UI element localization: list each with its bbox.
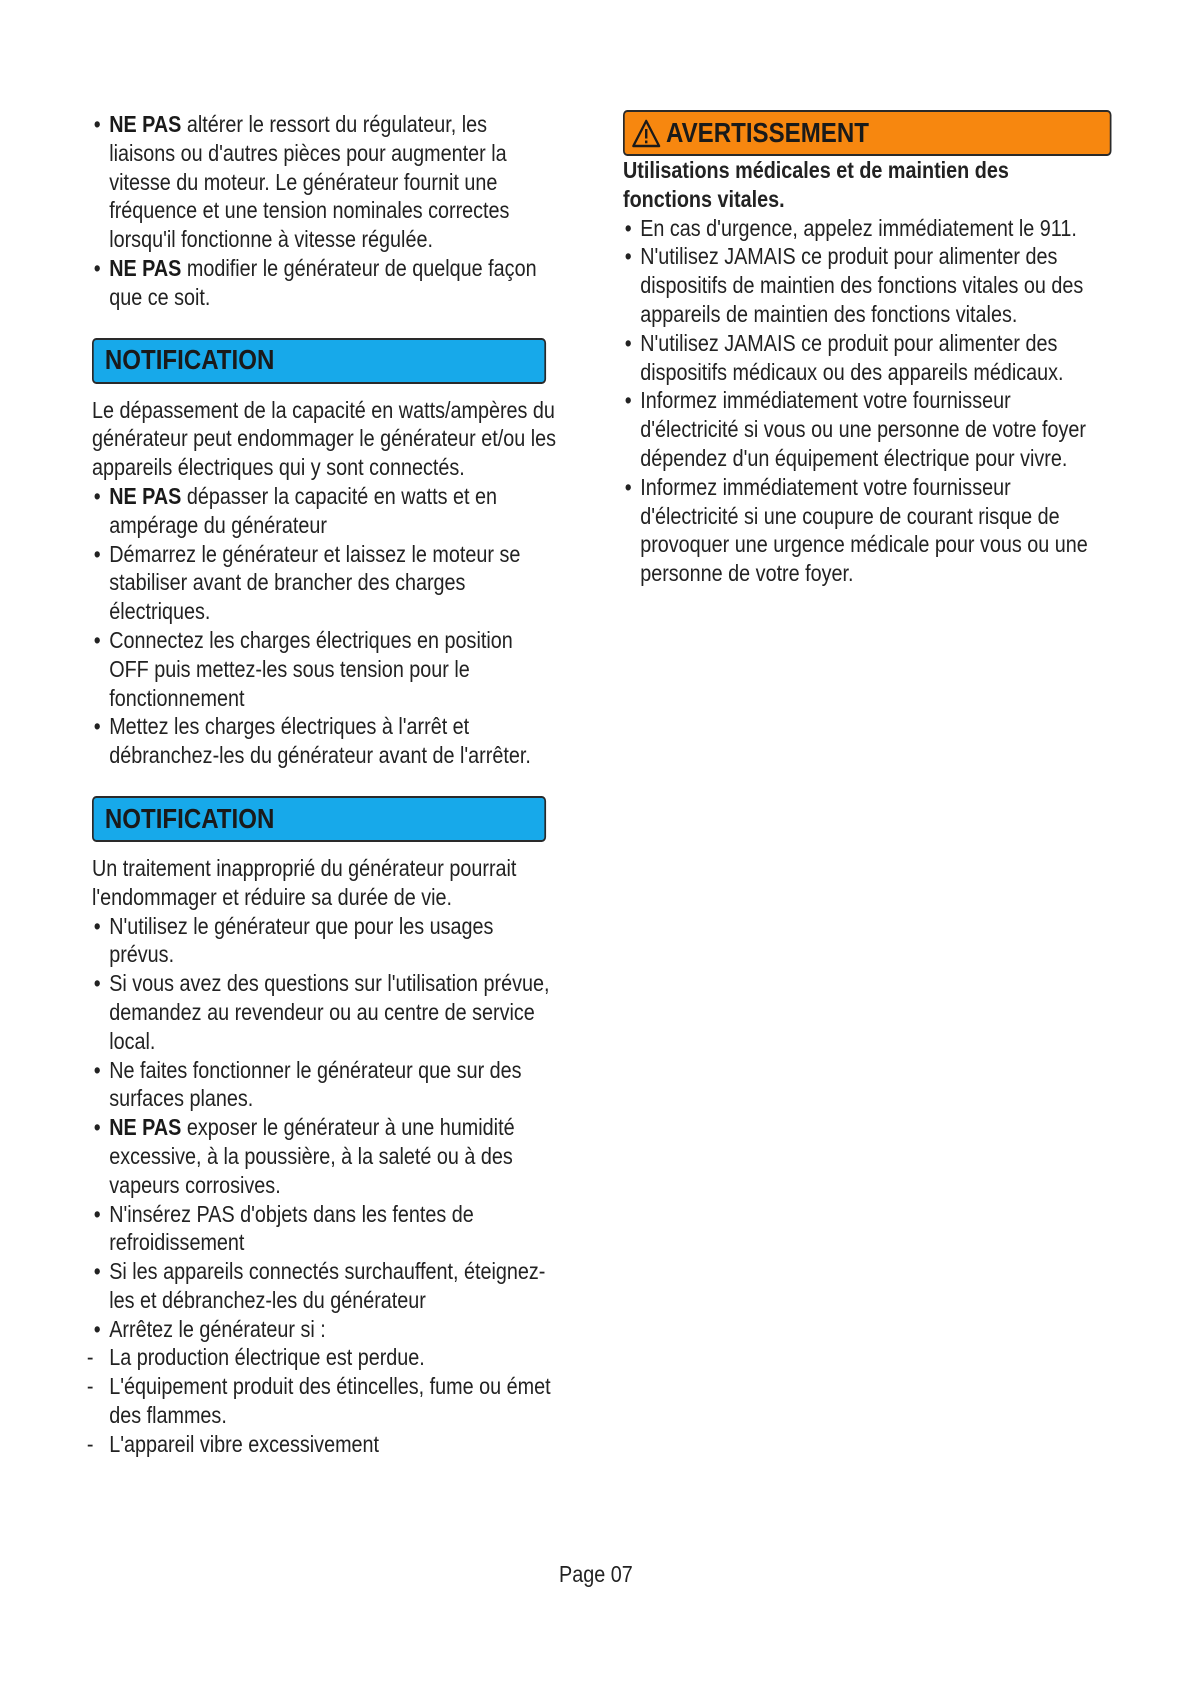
warning-subheading: Utilisations médicales et de maintien des fonctions vitales. — [623, 157, 1009, 212]
dash-item — [92, 1372, 556, 1430]
list-item: • En cas d'urgence, appelez immédiatement le 911. — [623, 214, 1103, 243]
list-item — [92, 482, 556, 540]
warning-triangle-icon — [632, 118, 661, 148]
dash-text: L'équipement produit des étincelles, fume ou émet des flammes. — [109, 1373, 551, 1429]
notification-banner-2 — [92, 796, 546, 842]
list-item — [92, 254, 556, 312]
warning-banner — [623, 110, 1111, 156]
bullet-text: N'insérez PAS d'objets dans les fentes de refroidissement — [109, 1200, 474, 1256]
emphasis-text: NE PAS — [109, 1114, 182, 1141]
notification-body-1: Le dépassement de la capacité en watts/ampères du générateur peut endommager le générateur et/ou les appareils électriques qui y sont connectés. — [92, 396, 557, 481]
bullet-text: modifier le générateur de quelque façon que ce soit. — [109, 254, 537, 310]
list-item — [92, 1200, 556, 1258]
bullet-text: Si vous avez des questions sur l'utilisation prévue, demandez au revendeur ou au centre de service local. — [109, 970, 550, 1054]
notification-body-2: Un traitement inapproprié du générateur pourrait l'endommager et réduire sa durée de vie. — [92, 854, 517, 910]
bullet-text: Mettez les charges électriques à l'arrêt et débranchez-les du générateur avant de l'arrêter. — [109, 713, 531, 769]
bullet-text: N'utilisez le générateur que pour les usages prévus. — [109, 912, 494, 968]
bullet-text: Ne faites fonctionner le générateur que sur des surfaces planes. — [109, 1056, 522, 1112]
intro-bullet-list — [92, 110, 556, 312]
right-column — [623, 110, 1103, 588]
notification-banner-1 — [92, 338, 546, 384]
dash-item — [92, 1343, 556, 1372]
list-item — [92, 912, 556, 970]
list-item — [92, 1113, 556, 1199]
bullet-text: dépasser la capacité en watts et en ampérage du générateur — [109, 482, 497, 538]
emphasis-text: NE PAS — [109, 254, 182, 281]
page-number: Page 07 — [558, 1561, 633, 1587]
list-item — [92, 1257, 556, 1315]
bullet-text: Démarrez le générateur et laissez le moteur se stabiliser avant de brancher des charges électriques. — [109, 540, 521, 625]
left-column — [92, 110, 556, 1459]
bullet-text: Connectez les charges électriques en position OFF puis mettez-les sous tension pour le fonctionnement — [109, 626, 513, 711]
list-item — [92, 712, 556, 770]
emphasis-text: NE PAS — [109, 111, 182, 137]
warning-title: AVERTISSEMENT — [666, 116, 869, 148]
list-item: • Informez immédiatement votre fournisseur d'électricité si vous ou une personne de votre foyer dépendez d'un équipement électrique pour vivre. — [623, 386, 1103, 472]
dash-item — [92, 1430, 556, 1459]
list-item — [92, 1315, 556, 1344]
dash-text: La production électrique est perdue. — [109, 1344, 425, 1371]
bullet-text: exposer le générateur à une humidité excessive, à la poussière, à la saleté ou à des vapeurs corrosives. — [109, 1114, 515, 1198]
dash-text: L'appareil vibre excessivement — [109, 1430, 380, 1457]
page-footer — [0, 1561, 1191, 1588]
notification-bullet-list-1 — [92, 482, 556, 770]
list-item — [92, 110, 556, 254]
notification-title: NOTIFICATION — [104, 344, 275, 376]
list-item: • N'utilisez JAMAIS ce produit pour alimenter des dispositifs de maintien des fonctions vitales ou des appareils de maintien des fonctions vitales. — [623, 242, 1103, 328]
bullet-text: Si les appareils connectés surchauffent, éteignez-les et débranchez-les du générateur — [109, 1258, 546, 1313]
notification-title: NOTIFICATION — [104, 802, 275, 834]
list-item — [92, 540, 556, 626]
list-item — [92, 1056, 556, 1114]
warning-bullet-list — [623, 214, 1103, 588]
notification-bullet-list-2 — [92, 912, 556, 1459]
bullet-text: Arrêtez le générateur si : — [109, 1315, 326, 1342]
list-item: • Informez immédiatement votre fournisseur d'électricité si une coupure de courant risque de provoquer une urgence médicale pour vous ou une personne de votre foyer. — [623, 473, 1103, 588]
list-item — [92, 626, 556, 712]
list-item: • N'utilisez JAMAIS ce produit pour alimenter des dispositifs médicaux ou des appareils médicaux. — [623, 329, 1103, 387]
bullet-text: altérer le ressort du régulateur, les liaisons ou d'autres pièces pour augmenter la vitesse du moteur. Le générateur fournit une fréquence et une tension nominales correctes lorsqu'il fonctionne à vitesse régulée. — [109, 111, 510, 253]
list-item — [92, 969, 556, 1055]
emphasis-text: NE PAS — [109, 482, 182, 509]
